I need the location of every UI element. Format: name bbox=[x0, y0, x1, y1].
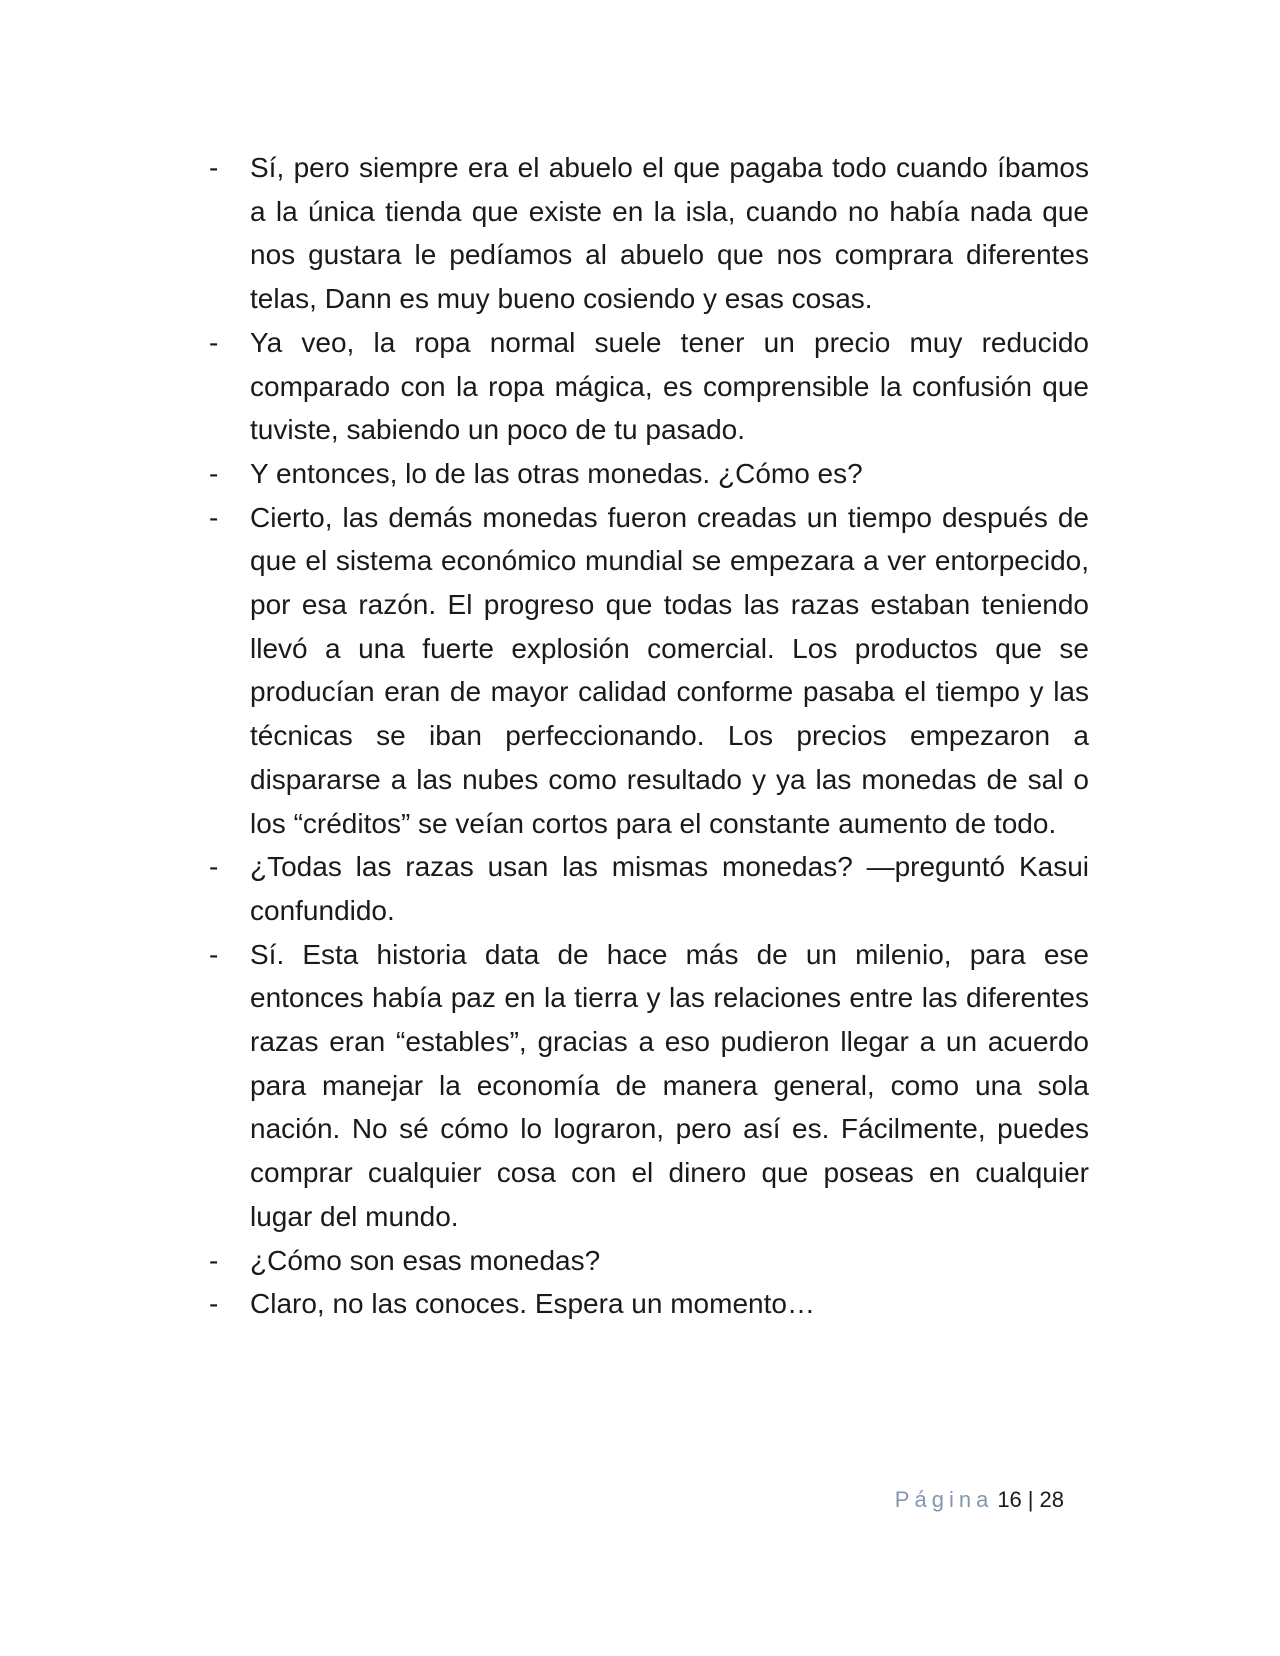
dialogue-dash: - bbox=[209, 1244, 219, 1276]
page-total: 28 bbox=[1039, 1487, 1064, 1512]
page-label: Página bbox=[894, 1487, 994, 1512]
dialogue-line bbox=[209, 496, 1089, 846]
dialogue-line bbox=[209, 933, 1089, 1239]
dialogue-dash: - bbox=[209, 457, 219, 489]
page-footer bbox=[895, 1486, 1064, 1514]
dialogue-text: Sí, pero siempre era el abuelo el que pagaba todo cuando íbamos a la única tienda que existe en la isla, cuando no había nada que nos gustara le pedíamos al abuelo que nos comprara diferentes telas, Dann es muy bueno cosiendo y esas cosas. bbox=[250, 152, 1089, 315]
dialogue-line bbox=[209, 845, 1089, 932]
dialogue-line bbox=[209, 146, 1089, 321]
page-separator: | bbox=[1027, 1487, 1034, 1512]
dialogue-dash: - bbox=[209, 938, 219, 970]
dialogue-dash: - bbox=[209, 1288, 219, 1320]
dialogue-line bbox=[209, 1282, 1089, 1326]
dialogue-line bbox=[209, 452, 1089, 496]
dialogue-text: Ya veo, la ropa normal suele tener un precio muy reducido comparado con la ropa mágica, es comprensible la confusión que tuviste, sabiendo un poco de tu pasado. bbox=[250, 326, 1089, 446]
dialogue-text: Sí. Esta historia data de hace más de un milenio, para ese entonces había paz en la tierra y las relaciones entre las diferentes razas eran “estables”, gracias a eso pudieron llegar a un acuerdo para manejar la economía de manera general, como una sola nación. No sé cómo lo lograron, pero así es. Fácilmente, puedes comprar cualquier cosa con el dinero que poseas en cualquier lugar del mundo. bbox=[250, 938, 1089, 1232]
dialogue-line bbox=[209, 321, 1089, 452]
dialogue-dash: - bbox=[209, 501, 219, 533]
dialogue-dash: - bbox=[209, 326, 219, 358]
dialogue-text: ¿Todas las razas usan las mismas monedas? —preguntó Kasui confundido. bbox=[250, 851, 1089, 926]
dialogue-text: Y entonces, lo de las otras monedas. ¿Cómo es? bbox=[250, 457, 863, 489]
dialogue-text: ¿Cómo son esas monedas? bbox=[250, 1244, 601, 1276]
dialogue-dash: - bbox=[209, 851, 219, 883]
dialogue-list bbox=[209, 146, 1089, 1326]
dialogue-line bbox=[209, 1239, 1089, 1283]
dialogue-dash: - bbox=[209, 152, 219, 183]
page-number: 16 bbox=[997, 1487, 1022, 1512]
dialogue-text: Claro, no las conoces. Espera un momento… bbox=[250, 1288, 815, 1320]
dialogue-text: Cierto, las demás monedas fueron creadas un tiempo después de que el sistema económico mundial se empezara a ver entorpecido, por esa razón. El progreso que todas las razas estaban teniendo llevó a una fuerte explosión comercial. Los productos que se producían eran de mayor calidad conforme pasaba el tiempo y las técnicas se iban perfeccionando. Los precios empezaron a dispararse a las nubes como resultado y ya las monedas de sal o los “créditos” se veían cortos para el constante aumento de todo. bbox=[250, 501, 1089, 839]
